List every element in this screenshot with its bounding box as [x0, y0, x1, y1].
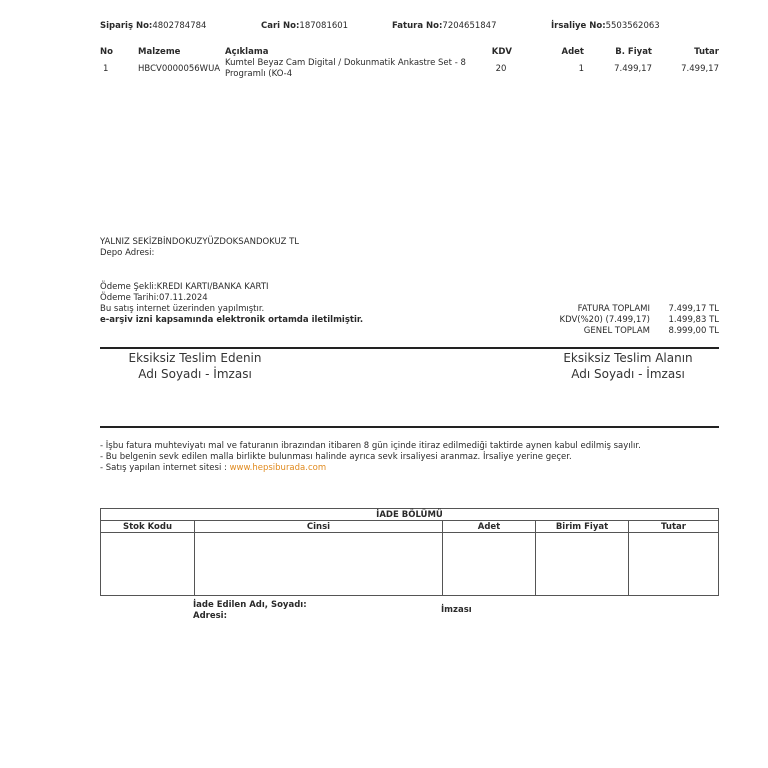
return-name-label: İade Edilen Adı, Soyadı: — [193, 600, 307, 610]
row-tutar: 7.499,17 — [681, 64, 719, 74]
odeme-sekli: Ödeme Şekli:KREDI KARTI/BANKA KARTI — [100, 282, 269, 292]
genel-toplam-value: 8.999,00 TL — [668, 326, 719, 336]
teslim-edenin-line1: Eksiksiz Teslim Edenin — [128, 351, 262, 365]
return-cell-birim-fiyat[interactable] — [536, 533, 629, 596]
return-col-cinsi: Cinsi — [195, 521, 443, 533]
cari-value: 187081601 — [299, 21, 349, 31]
row-adet: 1 — [578, 64, 584, 74]
e-arsiv-note: e-arşiv izni kapsamında elektronik ortamda iletilmiştir. — [100, 315, 364, 325]
note-line-3 — [100, 463, 326, 473]
row-aciklama-line1: Kumtel Beyaz Cam Digital / Dokunmatik Ankastre Set - 8 — [225, 58, 466, 68]
return-col-birim-fiyat: Birim Fiyat — [536, 521, 629, 533]
return-address-label: Adresi: — [193, 611, 227, 621]
amount-in-words: YALNIZ SEKİZBİNDOKUZYÜZDOKSANDOKUZ TL — [100, 237, 300, 247]
return-cell-tutar[interactable] — [629, 533, 719, 596]
depo-adresi: Depo Adresi: — [100, 248, 155, 258]
irsaliye-label: İrsaliye No: — [551, 21, 606, 31]
return-table — [100, 508, 719, 596]
irsaliye-no — [551, 13, 660, 32]
teslim-alanin-line2: Adı Soyadı - İmzası — [571, 367, 685, 381]
teslim-edenin-line2: Adı Soyadı - İmzası — [138, 367, 252, 381]
fatura-value: 7204651847 — [442, 21, 497, 31]
return-col-stok-kodu: Stok Kodu — [101, 521, 195, 533]
irsaliye-value: 5503562063 — [605, 21, 660, 31]
fatura-toplami-value: 7.499,17 TL — [668, 304, 719, 314]
col-bfiyat-header: B. Fiyat — [615, 47, 652, 57]
row-bfiyat: 7.499,17 — [614, 64, 652, 74]
return-title: İADE BÖLÜMÜ — [101, 509, 719, 521]
odeme-tarihi: Ödeme Tarihi:07.11.2024 — [100, 293, 208, 303]
genel-toplam-label: GENEL TOPLAM — [583, 326, 650, 336]
siparis-no — [100, 13, 206, 32]
internet-sale-note: Bu satış internet üzerinden yapılmıştır. — [100, 304, 265, 314]
fatura-toplami-label: FATURA TOPLAMI — [577, 304, 650, 314]
return-cell-adet[interactable] — [443, 533, 536, 596]
siparis-label: Sipariş No: — [100, 21, 153, 31]
signature-top-divider — [100, 347, 719, 349]
return-col-tutar: Tutar — [629, 521, 719, 533]
row-no: 1 — [103, 64, 109, 74]
cari-label: Cari No: — [261, 21, 300, 31]
col-kdv-header: KDV — [491, 47, 512, 57]
return-col-adet: Adet — [443, 521, 536, 533]
col-tutar-header: Tutar — [694, 47, 719, 57]
kdv-value: 1.499,83 TL — [668, 315, 719, 325]
row-malzeme: HBCV0000056WUA — [138, 64, 221, 74]
hepsiburada-link[interactable]: www.hepsiburada.com — [229, 463, 327, 473]
return-cell-stok-kodu[interactable] — [101, 533, 195, 596]
note-line-3-prefix: - Satış yapılan internet sitesi : — [100, 463, 230, 473]
row-kdv: 20 — [495, 64, 507, 74]
col-aciklama-header: Açıklama — [225, 47, 269, 57]
kdv-label: KDV(%20) (7.499,17) — [559, 315, 650, 325]
col-no-header: No — [100, 47, 113, 57]
signature-bottom-divider — [100, 426, 719, 428]
col-malzeme-header: Malzeme — [138, 47, 181, 57]
row-aciklama-line2: Programlı (KO-4 — [225, 69, 293, 79]
return-signature-label: İmzası — [441, 605, 472, 615]
note-line-2: - Bu belgenin sevk edilen malla birlikte bulunması halinde ayrıca sevk irsaliyesi aranmaz. İrsaliye yerine geçer. — [100, 452, 572, 462]
note-line-1: - İşbu fatura muhteviyatı mal ve faturanın ibrazından itibaren 8 gün içinde itiraz edilmediği taktirde aynen kabul edilmiş sayılır. — [100, 441, 641, 451]
return-cell-cinsi[interactable] — [195, 533, 443, 596]
fatura-no — [392, 13, 497, 32]
teslim-alanin-line1: Eksiksiz Teslim Alanın — [563, 351, 693, 365]
fatura-label: Fatura No: — [392, 21, 443, 31]
cari-no — [261, 13, 348, 32]
siparis-value: 4802784784 — [152, 21, 207, 31]
col-adet-header: Adet — [561, 47, 584, 57]
